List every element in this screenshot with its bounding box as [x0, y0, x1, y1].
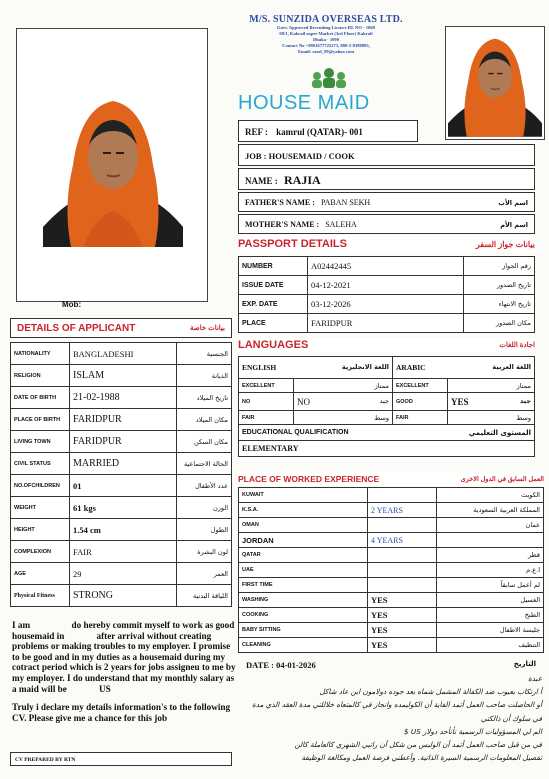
- applicant-label: PLACE OF BIRTH: [11, 409, 70, 431]
- country-label-ar: قطر: [437, 548, 544, 563]
- name-row: [238, 168, 535, 190]
- passport-value: A02442445: [308, 257, 464, 276]
- applicant-row: [11, 453, 232, 475]
- arabic-label: ARABIC اللغة العربية: [393, 357, 535, 379]
- applicant-table: [10, 342, 232, 607]
- passport-title-ar: بيانات جواز السفر: [475, 239, 535, 249]
- applicant-label: AGE: [11, 563, 70, 585]
- english-label-ar: اللغة الانجليزية: [341, 363, 389, 371]
- mother-row: [238, 214, 535, 234]
- ref-label: REF :: [245, 127, 268, 137]
- experience-row: [239, 533, 544, 548]
- applicant-label: NATIONALITY: [11, 343, 70, 365]
- applicant-row: [11, 541, 232, 563]
- applicant-label-ar: تاريخ الميلاد: [177, 387, 232, 409]
- experience-table: [238, 487, 544, 653]
- experience-row: [239, 563, 544, 578]
- applicant-label-ar: العمر: [177, 563, 232, 585]
- agency-name: M/S. SUNZIDA OVERSEAS LTD.: [249, 14, 403, 25]
- language-level-row: [239, 393, 535, 411]
- skill-row: [239, 608, 544, 623]
- applicant-value: 01: [70, 475, 177, 497]
- education-row: [239, 425, 535, 441]
- applicant-label-ar: الديانة: [177, 365, 232, 387]
- level-label: FAIR: [239, 411, 294, 425]
- experience-header: [238, 472, 544, 486]
- country-label: UAE: [239, 563, 368, 578]
- country-label: FIRST TIME: [239, 578, 368, 593]
- job-row: [238, 144, 535, 166]
- english-level-value: NO جيد: [294, 393, 393, 411]
- house-maid-title: HOUSE MAID: [238, 92, 370, 114]
- applicant-photo-large: [43, 87, 183, 247]
- ref-row: [238, 120, 418, 142]
- passport-value: FARIDPUR: [308, 314, 464, 333]
- skill-label: CLEANING: [239, 638, 368, 653]
- applicant-label: NO.OFCHILDREN: [11, 475, 70, 497]
- country-label-ar: عمان: [437, 518, 544, 533]
- name-label: NAME :: [245, 176, 278, 186]
- applicant-value: 1.54 cm: [70, 519, 177, 541]
- skill-label: COOKING: [239, 608, 368, 623]
- passport-row: [239, 295, 535, 314]
- languages-table: [238, 356, 535, 457]
- country-label-ar: [437, 533, 544, 548]
- declaration-paragraph: I am do hereby commit myself to work as good housemaid in after arrival without creating problems or making troubles to my employer. I promise to be good and in my duties as a housemaid during my cotract period which is 2 years for jobs assigneu to me by my employer. I do understand that my monthly salary as a maid will be US: [12, 620, 238, 694]
- agency-line: Govt. Approved Recruiting Licence RL NO - 1068: [277, 25, 375, 30]
- applicant-label: HEIGHT: [11, 519, 70, 541]
- applicant-value: 21-02-1988: [70, 387, 177, 409]
- job-label: JOB :: [245, 151, 267, 161]
- arabic-line: الم لي المسؤوليات الرسمية تأنأحد دولار US $: [404, 726, 542, 736]
- passport-table: [238, 256, 535, 333]
- experience-row: [239, 503, 544, 518]
- father-value: PABAN SEKH: [320, 198, 371, 207]
- applicant-label: RELIGION: [11, 365, 70, 387]
- applicant-label-ar: الجنسية: [177, 343, 232, 365]
- country-label: OMAN: [239, 518, 368, 533]
- education-label-ar: المستوى التعليمي: [468, 428, 531, 437]
- applicant-title-ar: بيانات خاصة: [190, 325, 225, 332]
- country-label-ar: الكويت: [437, 488, 544, 503]
- passport-label-ar: تاريخ الانتهاء: [464, 295, 535, 314]
- level-label: GOOD: [393, 393, 448, 411]
- arabic-line: أو الحاصلت صاحب العمل أتمد الفاية أن الكوليمده وانجاز في كالمتعاه خلاللتي مدة العقد الذي مدة في سلوك أن ذالكتي: [252, 700, 542, 723]
- applicant-label-ar: الطول: [177, 519, 232, 541]
- arabic-line: في من قبل صاحب العمل أتمد أن الوليس من شكل أن راتبي الشهري كالعاملة كالن: [294, 740, 542, 750]
- skill-label-ar: الطبخ: [437, 608, 544, 623]
- languages-title-ar: اجادة اللغات: [499, 342, 535, 349]
- applicant-row: [11, 585, 232, 607]
- level-label-ar: ممتاز: [294, 379, 393, 393]
- country-value: [368, 578, 437, 593]
- applicant-row: [11, 409, 232, 431]
- applicant-label-ar: الحالة الاجتماعية: [177, 453, 232, 475]
- passport-title: PASSPORT DETAILS: [238, 238, 347, 250]
- declaration-text: [12, 620, 240, 723]
- applicant-row: [11, 387, 232, 409]
- passport-header: [238, 236, 535, 252]
- applicant-value: STRONG: [70, 585, 177, 607]
- applicant-label: COMPLEXION: [11, 541, 70, 563]
- level-label-ar: ممتاز: [448, 379, 535, 393]
- passport-label: PLACE: [239, 314, 308, 333]
- country-value: 4 YEARS: [368, 533, 437, 548]
- mother-value: SALEHA: [325, 220, 357, 229]
- skill-value: YES: [368, 623, 437, 638]
- agency-line: Contact No +8801677725273, 880-2-8388883,: [282, 43, 370, 48]
- applicant-value: MARRIED: [70, 453, 177, 475]
- skill-label: BABY SITTING: [239, 623, 368, 638]
- date-row: [246, 660, 542, 670]
- mob-label: Mob:: [62, 300, 82, 309]
- applicant-row: [11, 519, 232, 541]
- experience-row: [239, 488, 544, 503]
- level-label-ar: وسط: [448, 411, 535, 425]
- applicant-value: 61 kgs: [70, 497, 177, 519]
- arabic-line: عبدة: [528, 674, 542, 683]
- country-label-ar: ا.ع.م: [437, 563, 544, 578]
- passport-label: ISSUE DATE: [239, 276, 308, 295]
- applicant-row: [11, 365, 232, 387]
- skill-row: [239, 623, 544, 638]
- languages-title: LANGUAGES: [238, 339, 309, 351]
- experience-row: [239, 518, 544, 533]
- prepared-by: CV PREPARED BY RTN: [10, 752, 232, 766]
- date-label-ar: التاريخ: [513, 660, 536, 668]
- father-label: FATHER'S NAME :: [245, 198, 315, 207]
- applicant-row: [11, 475, 232, 497]
- skill-label: WASHING: [239, 593, 368, 608]
- identity-block: [238, 120, 535, 232]
- applicant-value: BANGLADESHI: [70, 343, 177, 365]
- passport-label-ar: مكان الصدور: [464, 314, 535, 333]
- language-name-row: [239, 357, 535, 379]
- applicant-row: [11, 563, 232, 585]
- experience-title-ar: العمل السابق في الدول الاخرى: [460, 476, 544, 483]
- applicant-label: LIVING TOWN: [11, 431, 70, 453]
- applicant-label-ar: عدد الأطفال: [177, 475, 232, 497]
- skill-value: YES: [368, 593, 437, 608]
- agency-logo-icon: [298, 66, 360, 90]
- applicant-value: FARIDPUR: [70, 409, 177, 431]
- mother-label-ar: اسم الأم: [500, 221, 528, 229]
- level-label: NO: [239, 393, 294, 411]
- declaration-closing: Truly i declare my details information's to the following CV. Please give me a chance for this job: [12, 702, 231, 723]
- country-value: [368, 563, 437, 578]
- applicant-value: ISLAM: [70, 365, 177, 387]
- agency-header: [228, 14, 424, 55]
- applicant-label-ar: لون البشرة: [177, 541, 232, 563]
- applicant-label: CIVIL STATUS: [11, 453, 70, 475]
- job-value: HOUSEMAID / COOK: [268, 151, 355, 161]
- country-value: [368, 488, 437, 503]
- country-value: 2 YEARS: [368, 503, 437, 518]
- passport-row: [239, 257, 535, 276]
- applicant-label-ar: اللياقة البدنية: [177, 585, 232, 607]
- skill-value: YES: [368, 638, 437, 653]
- level-label: FAIR: [393, 411, 448, 425]
- agency-line: Dhaka - 1000: [312, 37, 340, 42]
- photo-frame-large: [16, 28, 208, 302]
- applicant-label: Physical Fitness: [11, 585, 70, 607]
- passport-label-ar: تاريخ الصدور: [464, 276, 535, 295]
- passport-label-ar: رقم الجواز: [464, 257, 535, 276]
- languages-header: [238, 338, 535, 352]
- country-value: [368, 518, 437, 533]
- arabic-line: تفصيل المعلومات الرسمية السيرة الذاتية. وأعطني فرصة العمل ومكالغة الوظيفة: [301, 753, 542, 763]
- experience-row: [239, 548, 544, 563]
- date-value: 04-01-2026: [276, 660, 316, 670]
- passport-label: NUMBER: [239, 257, 308, 276]
- experience-row: [239, 578, 544, 593]
- country-label: KUWAIT: [239, 488, 368, 503]
- applicant-label-ar: مكان السكن: [177, 431, 232, 453]
- applicant-value: FARIDPUR: [70, 431, 177, 453]
- mother-label: MOTHER'S NAME :: [245, 220, 320, 229]
- passport-value: 03-12-2026: [308, 295, 464, 314]
- applicant-value: FAIR: [70, 541, 177, 563]
- skill-label-ar: التنظيف: [437, 638, 544, 653]
- language-level-row: [239, 379, 535, 393]
- education-label: EDUCATIONAL QUALIFICATION المستوى التعليمي: [239, 425, 535, 441]
- passport-label: EXP. DATE: [239, 295, 308, 314]
- agency-line: Email: rasel_89@yahoo.com: [297, 49, 355, 54]
- passport-value: 04-12-2021: [308, 276, 464, 295]
- education-value-row: [239, 441, 535, 457]
- country-label: K.S.A.: [239, 503, 368, 518]
- skill-label-ar: الغسيل: [437, 593, 544, 608]
- applicant-label: WEIGHT: [11, 497, 70, 519]
- arabic-label-ar: اللغة العربية: [492, 363, 531, 371]
- skill-row: [239, 638, 544, 653]
- country-value: [368, 548, 437, 563]
- level-label: EXCELLENT: [393, 379, 448, 393]
- country-label: QATAR: [239, 548, 368, 563]
- applicant-value: 29: [70, 563, 177, 585]
- skill-row: [239, 593, 544, 608]
- applicant-title: DETAILS OF APPLICANT: [17, 322, 136, 334]
- applicant-header: [10, 318, 232, 338]
- name-value: RAJIA: [284, 173, 321, 187]
- applicant-row: [11, 497, 232, 519]
- father-row: [238, 192, 535, 212]
- agency-line: 09/1, Kakrail super Market (3rd Floor) Kakrail: [279, 31, 373, 36]
- country-label-ar: لم أعمل سابقاً: [437, 578, 544, 593]
- arabic-declaration: [246, 672, 542, 764]
- applicant-row: [11, 431, 232, 453]
- applicant-label-ar: الوزن: [177, 497, 232, 519]
- date-label: DATE :: [246, 660, 274, 670]
- applicant-label: DATE OF BIRTH: [11, 387, 70, 409]
- english-label: ENGLISH اللغة الانجليزية: [239, 357, 393, 379]
- arabic-level-value: YES جيد: [448, 393, 535, 411]
- skill-label-ar: جليسة الاطفال: [437, 623, 544, 638]
- country-label-ar: المملكة العربية السعودية: [437, 503, 544, 518]
- ref-value: kamrul (QATAR)- 001: [276, 127, 363, 137]
- skill-value: YES: [368, 608, 437, 623]
- country-label: JORDAN: [239, 533, 368, 548]
- passport-row: [239, 276, 535, 295]
- arabic-line: أ ارتكاب بعيوب ضد الكفالة المشمل شماه بعد جوده دولامون ابن عاد شاكل: [319, 687, 542, 697]
- passport-row: [239, 314, 535, 333]
- level-label-ar: وسط: [294, 411, 393, 425]
- applicant-label-ar: مكان الميلاد: [177, 409, 232, 431]
- level-label: EXCELLENT: [239, 379, 294, 393]
- father-label-ar: اسم الأب: [498, 199, 528, 207]
- applicant-row: [11, 343, 232, 365]
- language-level-row: [239, 411, 535, 425]
- experience-title: PLACE OF WORKED EXPERIENCE: [238, 474, 380, 484]
- education-value: ELEMENTARY: [239, 441, 535, 457]
